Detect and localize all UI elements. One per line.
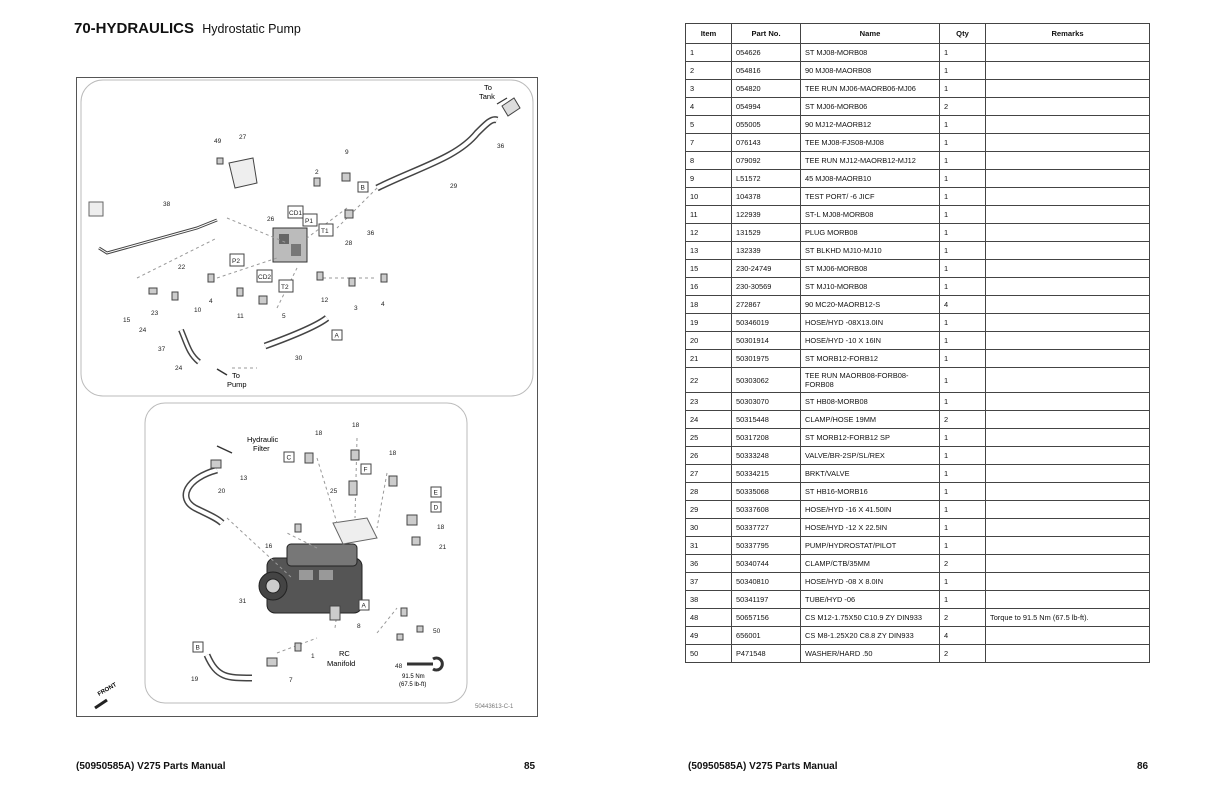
- cell-remarks: [986, 591, 1150, 609]
- cell-remarks: [986, 62, 1150, 80]
- cell-remarks: [986, 152, 1150, 170]
- table-row: [686, 519, 1150, 537]
- cell-part-no: 076143: [732, 134, 801, 152]
- to-pump-label-line1: To: [232, 371, 240, 380]
- cell-item: 11: [686, 206, 732, 224]
- front-label: FRONT: [97, 682, 118, 698]
- cell-qty: 1: [940, 242, 986, 260]
- callout: 18: [437, 524, 445, 531]
- valve-26: [273, 228, 307, 262]
- callout: 5: [282, 313, 286, 320]
- cell-remarks: [986, 393, 1150, 411]
- cell-part-no: P471548: [732, 645, 801, 663]
- callout: 38: [163, 201, 171, 208]
- cell-part-no: 50335068: [732, 483, 801, 501]
- cell-item: 16: [686, 278, 732, 296]
- port-box: P2: [232, 258, 240, 265]
- table-row: [686, 368, 1150, 393]
- table-row: [686, 447, 1150, 465]
- cell-remarks: [986, 296, 1150, 314]
- hose-20: [186, 470, 222, 523]
- callout: 22: [178, 264, 186, 271]
- callout: 11: [237, 313, 244, 320]
- port-box: F: [363, 466, 368, 474]
- table-row: [686, 260, 1150, 278]
- cell-part-no: 50333248: [732, 447, 801, 465]
- cell-part-no: 50301914: [732, 332, 801, 350]
- pump-31: [259, 544, 362, 613]
- cell-qty: 1: [940, 393, 986, 411]
- cell-item: 15: [686, 260, 732, 278]
- callout: 18: [352, 422, 360, 429]
- cell-name: ST MORB12-FORB12 SP: [801, 429, 940, 447]
- table-row: [686, 224, 1150, 242]
- cell-name: TEE RUN MJ06-MAORB06-MJ06: [801, 80, 940, 98]
- table-row: [686, 332, 1150, 350]
- cell-qty: 1: [940, 152, 986, 170]
- cell-name: BRKT/VALVE: [801, 465, 940, 483]
- cell-qty: 1: [940, 62, 986, 80]
- cell-qty: 1: [940, 188, 986, 206]
- torque-wrench-icon: [407, 658, 442, 670]
- cell-name: ST MJ10-MORB08: [801, 278, 940, 296]
- table-row: [686, 591, 1150, 609]
- cell-item: 23: [686, 393, 732, 411]
- cell-qty: 2: [940, 555, 986, 573]
- section-subtitle: Hydrostatic Pump: [202, 22, 301, 36]
- cell-part-no: 50303062: [732, 368, 801, 393]
- cell-part-no: 50346019: [732, 314, 801, 332]
- cell-item: 50: [686, 645, 732, 663]
- cell-name: TEE RUN MJ12-MAORB12-MJ12: [801, 152, 940, 170]
- table-row: [686, 98, 1150, 116]
- cell-item: 31: [686, 537, 732, 555]
- callout: 37: [158, 346, 166, 353]
- callout: 49: [214, 138, 222, 145]
- table-row: [686, 573, 1150, 591]
- cell-part-no: 50315448: [732, 411, 801, 429]
- cell-qty: 1: [940, 501, 986, 519]
- cell-name: HOSE/HYD -10 X 16IN: [801, 332, 940, 350]
- table-row: [686, 296, 1150, 314]
- parts-table-body: [686, 44, 1150, 663]
- cell-qty: 2: [940, 98, 986, 116]
- cell-qty: 1: [940, 573, 986, 591]
- cell-remarks: [986, 98, 1150, 116]
- cell-remarks: [986, 627, 1150, 645]
- table-row: [686, 314, 1150, 332]
- cell-item: 10: [686, 188, 732, 206]
- cell-name: TEE RUN MAORB08-FORB08-FORB08: [801, 368, 940, 393]
- cell-name: 90 MC20-MAORB12-S: [801, 296, 940, 314]
- cell-remarks: [986, 206, 1150, 224]
- cell-qty: 2: [940, 645, 986, 663]
- callout: 18: [389, 450, 397, 457]
- column-header-item: Item: [686, 24, 732, 44]
- cell-part-no: 50340810: [732, 573, 801, 591]
- cell-part-no: 50337608: [732, 501, 801, 519]
- cell-item: 1: [686, 44, 732, 62]
- cell-name: TEST PORT/ -6 JICF: [801, 188, 940, 206]
- cell-part-no: 50341197: [732, 591, 801, 609]
- cell-item: 30: [686, 519, 732, 537]
- cell-qty: 1: [940, 80, 986, 98]
- cell-name: PLUG MORB08: [801, 224, 940, 242]
- callout: 10: [194, 307, 202, 314]
- column-header-qty: Qty: [940, 24, 986, 44]
- cell-part-no: 50337727: [732, 519, 801, 537]
- cell-qty: 1: [940, 332, 986, 350]
- callout: 16: [265, 543, 273, 550]
- callout: 30: [295, 355, 303, 362]
- cell-remarks: [986, 44, 1150, 62]
- callout: 18: [315, 430, 323, 437]
- parts-table: [685, 23, 1150, 663]
- cell-part-no: 272867: [732, 296, 801, 314]
- table-row: [686, 44, 1150, 62]
- callout: 36: [367, 230, 375, 237]
- table-row: [686, 393, 1150, 411]
- cell-remarks: [986, 368, 1150, 393]
- exploded-view-drawing: [77, 78, 537, 716]
- callout: 26: [267, 216, 275, 223]
- callout: 24: [175, 365, 183, 372]
- to-pump-label-line2: Pump: [227, 380, 247, 389]
- cell-item: 24: [686, 411, 732, 429]
- cell-part-no: 079092: [732, 152, 801, 170]
- table-row: [686, 152, 1150, 170]
- table-row: [686, 411, 1150, 429]
- cell-qty: 1: [940, 447, 986, 465]
- cell-item: 38: [686, 591, 732, 609]
- cell-name: ST MJ08-MORB08: [801, 44, 940, 62]
- port-box: A: [334, 332, 339, 340]
- gauge-fitting: [89, 202, 103, 216]
- cell-name: HOSE/HYD -12 X 22.5IN: [801, 519, 940, 537]
- to-pump-arrow: [217, 369, 227, 375]
- callout: 20: [218, 488, 226, 495]
- cell-name: ST BLKHD MJ10-MJ10: [801, 242, 940, 260]
- cell-part-no: 104378: [732, 188, 801, 206]
- cell-part-no: 50334215: [732, 465, 801, 483]
- cell-qty: 1: [940, 368, 986, 393]
- cell-remarks: [986, 411, 1150, 429]
- cell-part-no: 054994: [732, 98, 801, 116]
- cell-qty: 1: [940, 224, 986, 242]
- cell-part-no: 50337795: [732, 537, 801, 555]
- cell-qty: 1: [940, 206, 986, 224]
- cell-qty: 1: [940, 116, 986, 134]
- port-box: B: [195, 644, 200, 652]
- cell-qty: 1: [940, 44, 986, 62]
- rc-manifold-label-line1: RC: [339, 649, 350, 658]
- cell-part-no: 054626: [732, 44, 801, 62]
- cell-remarks: [986, 350, 1150, 368]
- cell-qty: 4: [940, 627, 986, 645]
- rc-manifold-label-line2: Manifold: [327, 659, 356, 668]
- cell-name: HOSE/HYD -16 X 41.50IN: [801, 501, 940, 519]
- footer-right-page-number: 86: [1137, 761, 1149, 772]
- section-title: 70-HYDRAULICS: [74, 20, 195, 37]
- cell-item: 2: [686, 62, 732, 80]
- callout: 21: [439, 544, 447, 551]
- cell-part-no: 230-24749: [732, 260, 801, 278]
- port-box: T1: [321, 228, 329, 235]
- cell-name: CS M12-1.75X50 C10.9 ZY DIN933: [801, 609, 940, 627]
- callout: 4: [209, 298, 213, 305]
- cell-qty: 1: [940, 134, 986, 152]
- table-header-row: [686, 24, 1150, 44]
- cell-name: 90 MJ12-MAORB12: [801, 116, 940, 134]
- cell-remarks: [986, 447, 1150, 465]
- cell-part-no: 50657156: [732, 609, 801, 627]
- cell-item: 22: [686, 368, 732, 393]
- cell-qty: 4: [940, 296, 986, 314]
- callout: 31: [239, 598, 247, 605]
- cell-qty: 1: [940, 350, 986, 368]
- callout: 28: [345, 240, 353, 247]
- cell-name: CLAMP/HOSE 19MM: [801, 411, 940, 429]
- callout: 4: [381, 301, 385, 308]
- cell-remarks: [986, 224, 1150, 242]
- port-box: C: [286, 454, 292, 462]
- table-row: [686, 537, 1150, 555]
- cell-part-no: L51572: [732, 170, 801, 188]
- cell-name: CLAMP/CTB/35MM: [801, 555, 940, 573]
- table-row: [686, 645, 1150, 663]
- cell-remarks: [986, 314, 1150, 332]
- cell-remarks: [986, 501, 1150, 519]
- to-tank-label-line2: Tank: [479, 92, 495, 101]
- callout: 24: [139, 327, 147, 334]
- port-box: P1: [305, 218, 313, 225]
- torque-label-line2: (67.5 lb-ft): [399, 682, 427, 688]
- cell-remarks: [986, 573, 1150, 591]
- table-row: [686, 80, 1150, 98]
- cell-remarks: [986, 278, 1150, 296]
- callout: 12: [321, 297, 329, 304]
- table-row: [686, 429, 1150, 447]
- cell-item: 21: [686, 350, 732, 368]
- cell-qty: 1: [940, 519, 986, 537]
- cell-name: 90 MJ08-MAORB08: [801, 62, 940, 80]
- callout: 25: [330, 488, 338, 495]
- table-row: [686, 134, 1150, 152]
- cell-item: 12: [686, 224, 732, 242]
- cell-part-no: 054820: [732, 80, 801, 98]
- port-box: CD1: [289, 210, 303, 217]
- cell-remarks: [986, 134, 1150, 152]
- callout: 36: [497, 143, 505, 150]
- callout: 19: [191, 676, 199, 683]
- cell-qty: 1: [940, 429, 986, 447]
- table-row: [686, 170, 1150, 188]
- cell-item: 37: [686, 573, 732, 591]
- callout: 1: [311, 653, 315, 660]
- cell-item: 3: [686, 80, 732, 98]
- filter-label-line2: Filter: [253, 444, 270, 453]
- table-row: [686, 483, 1150, 501]
- cell-item: 19: [686, 314, 732, 332]
- cell-item: 27: [686, 465, 732, 483]
- callout: 7: [289, 677, 293, 684]
- cell-part-no: 054816: [732, 62, 801, 80]
- cell-remarks: [986, 519, 1150, 537]
- cell-part-no: 50303070: [732, 393, 801, 411]
- table-row: [686, 242, 1150, 260]
- callout: 3: [354, 305, 358, 312]
- front-arrow: [95, 700, 107, 708]
- cell-part-no: 656001: [732, 627, 801, 645]
- cell-name: ST MJ06-MORB06: [801, 98, 940, 116]
- cell-name: ST MORB12-FORB12: [801, 350, 940, 368]
- table-row: [686, 465, 1150, 483]
- cell-item: 13: [686, 242, 732, 260]
- callout: 29: [450, 183, 458, 190]
- cell-remarks: [986, 242, 1150, 260]
- cell-part-no: 50317208: [732, 429, 801, 447]
- tube-38: [99, 220, 217, 253]
- cell-name: ST MJ06-MORB08: [801, 260, 940, 278]
- table-row: [686, 206, 1150, 224]
- cell-name: 45 MJ08-MAORB10: [801, 170, 940, 188]
- bracket-27: [229, 158, 257, 188]
- callout: 23: [151, 310, 159, 317]
- column-header-remarks: Remarks: [986, 24, 1150, 44]
- cell-qty: 1: [940, 591, 986, 609]
- cell-part-no: 50340744: [732, 555, 801, 573]
- port-box: CD2: [258, 274, 272, 281]
- table-row: [686, 501, 1150, 519]
- cell-part-no: 055005: [732, 116, 801, 134]
- cell-remarks: [986, 80, 1150, 98]
- cell-item: 7: [686, 134, 732, 152]
- table-row: [686, 555, 1150, 573]
- port-box: B: [360, 184, 365, 192]
- figure-id: 50443613-C-1: [475, 704, 514, 710]
- filter-label-line1: Hydraulic: [247, 435, 279, 444]
- callout: 8: [357, 623, 361, 630]
- cell-qty: 1: [940, 465, 986, 483]
- callout: 9: [345, 149, 349, 156]
- column-header-name: Name: [801, 24, 940, 44]
- cell-item: 9: [686, 170, 732, 188]
- cell-remarks: [986, 555, 1150, 573]
- cell-remarks: [986, 332, 1150, 350]
- cell-remarks: [986, 537, 1150, 555]
- callout: 15: [123, 317, 131, 324]
- cell-qty: 1: [940, 483, 986, 501]
- table-row: [686, 278, 1150, 296]
- cell-name: ST HB08-MORB08: [801, 393, 940, 411]
- cell-qty: 1: [940, 314, 986, 332]
- table-row: [686, 188, 1150, 206]
- cell-item: 5: [686, 116, 732, 134]
- cell-part-no: 131529: [732, 224, 801, 242]
- callout: 13: [240, 475, 248, 482]
- cell-remarks: [986, 188, 1150, 206]
- port-box: A: [361, 602, 366, 610]
- page-title: [74, 20, 301, 37]
- table-row: [686, 627, 1150, 645]
- tank-fitting: [502, 98, 520, 116]
- cell-item: 25: [686, 429, 732, 447]
- cell-name: ST HB16-MORB16: [801, 483, 940, 501]
- port-box: D: [433, 504, 439, 512]
- cell-name: HOSE/HYD -08X13.0IN: [801, 314, 940, 332]
- cell-item: 48: [686, 609, 732, 627]
- cell-part-no: 132339: [732, 242, 801, 260]
- table-row: [686, 116, 1150, 134]
- cell-item: 18: [686, 296, 732, 314]
- cell-part-no: 230-30569: [732, 278, 801, 296]
- column-header-part-no: Part No.: [732, 24, 801, 44]
- footer-left-page-number: 85: [524, 761, 536, 772]
- cell-name: ST-L MJ08-MORB08: [801, 206, 940, 224]
- cell-remarks: [986, 170, 1150, 188]
- cell-remarks: [986, 645, 1150, 663]
- torque-label-line1: 91.5 Nm: [402, 674, 425, 680]
- cell-name: VALVE/BR-2SP/SL/REX: [801, 447, 940, 465]
- cell-qty: 2: [940, 411, 986, 429]
- filter-arrow: [217, 446, 232, 453]
- cell-qty: 1: [940, 170, 986, 188]
- footer-right-manual: (50950585A) V275 Parts Manual: [688, 761, 838, 772]
- to-tank-label-line1: To: [484, 83, 492, 92]
- cell-remarks: [986, 116, 1150, 134]
- cell-remarks: [986, 260, 1150, 278]
- cell-part-no: 122939: [732, 206, 801, 224]
- cell-item: 28: [686, 483, 732, 501]
- cell-name: TEE MJ08-FJS08-MJ08: [801, 134, 940, 152]
- cell-qty: 2: [940, 609, 986, 627]
- cell-qty: 1: [940, 260, 986, 278]
- cell-remarks: Torque to 91.5 Nm (67.5 lb-ft).: [986, 609, 1150, 627]
- port-box: E: [433, 489, 438, 497]
- callout: 48: [395, 663, 403, 670]
- cell-item: 49: [686, 627, 732, 645]
- cell-item: 36: [686, 555, 732, 573]
- exploded-view-figure: [76, 77, 538, 717]
- cell-remarks: [986, 465, 1150, 483]
- table-row: [686, 609, 1150, 627]
- callout: 27: [239, 134, 247, 141]
- footer-left-manual: (50950585A) V275 Parts Manual: [76, 761, 226, 772]
- cell-item: 4: [686, 98, 732, 116]
- rc-manifold-plate: [333, 518, 377, 544]
- cell-item: 20: [686, 332, 732, 350]
- cell-name: CS M8-1.25X20 C8.8 ZY DIN933: [801, 627, 940, 645]
- table-row: [686, 350, 1150, 368]
- cell-item: 26: [686, 447, 732, 465]
- cell-qty: 1: [940, 278, 986, 296]
- cell-name: HOSE/HYD -08 X 8.0IN: [801, 573, 940, 591]
- cell-remarks: [986, 429, 1150, 447]
- cell-name: WASHER/HARD .50: [801, 645, 940, 663]
- cell-name: TUBE/HYD -06: [801, 591, 940, 609]
- cell-name: PUMP/HYDROSTAT/PILOT: [801, 537, 940, 555]
- table-row: [686, 62, 1150, 80]
- callout: 50: [433, 628, 441, 635]
- cell-part-no: 50301975: [732, 350, 801, 368]
- cell-remarks: [986, 483, 1150, 501]
- cell-qty: 1: [940, 537, 986, 555]
- port-box: T2: [281, 284, 289, 291]
- cell-item: 8: [686, 152, 732, 170]
- cell-item: 29: [686, 501, 732, 519]
- callout: 2: [315, 169, 319, 176]
